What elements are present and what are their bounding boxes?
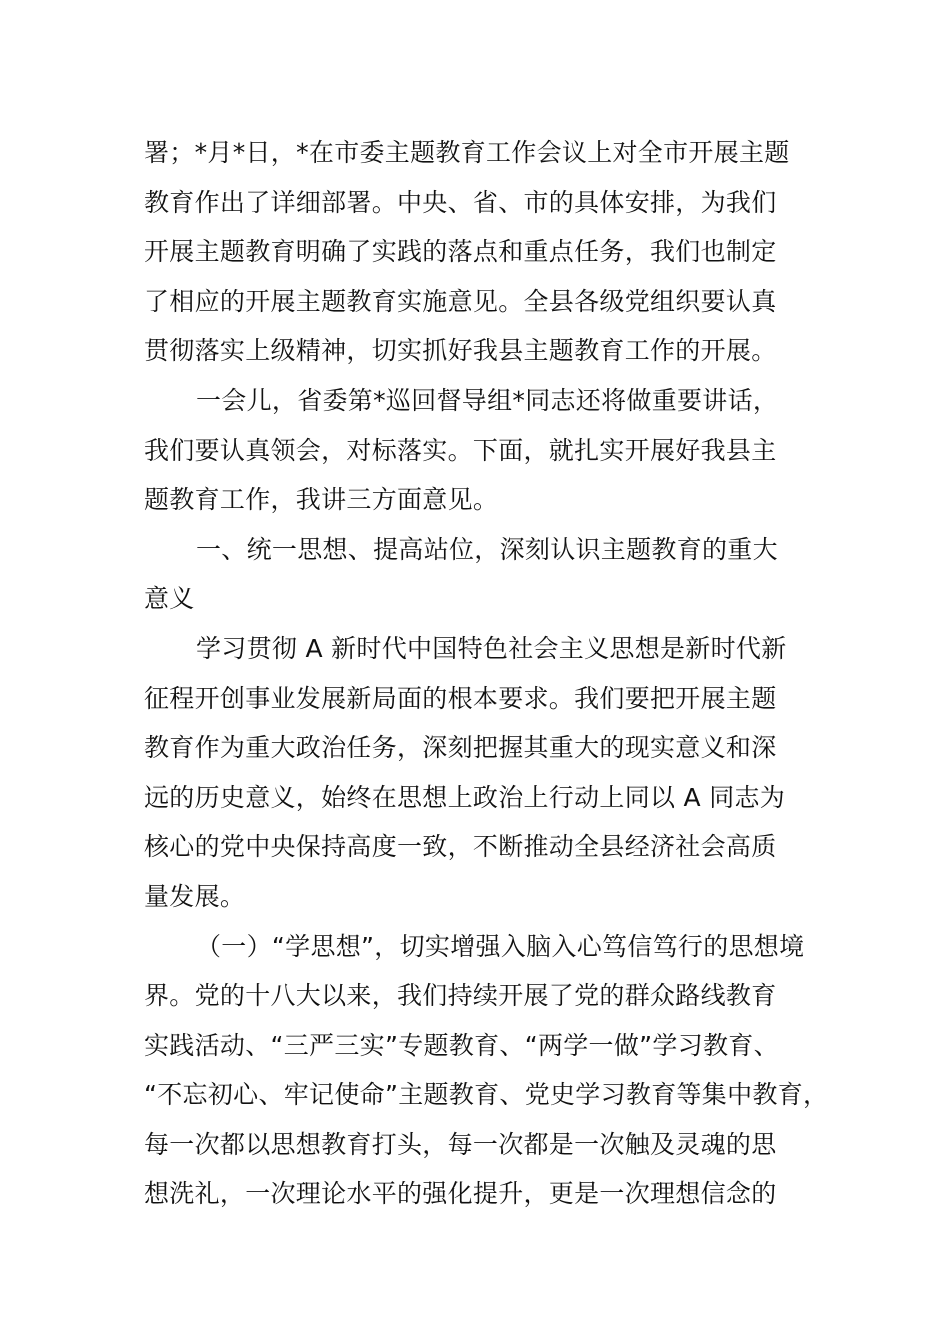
text-line: 我们要认真领会，对标落实。下面，就扎实开展好我县主 [144, 435, 777, 465]
text-line: 贯彻落实上级精神，切实抓好我县主题教育工作的开展。 [144, 336, 777, 366]
section-heading: 意义 [144, 584, 195, 614]
section-heading: 一、统一思想、提高站位，深刻认识主题教育的重大 [196, 534, 778, 564]
text-line: 征程开创事业发展新局面的根本要求。我们要把开展主题 [144, 683, 777, 713]
text-line: 核心的党中央保持高度一致，不断推动全县经济社会高质 [144, 832, 777, 862]
text-line: 学习贯彻 A 新时代中国特色社会主义思想是新时代新 [196, 633, 787, 663]
text-line: 实践活动、“三严三实”专题教育、“两学一做”学习教育、 [144, 1030, 779, 1060]
text-line: 一会儿，省委第*巡回督导组*同志还将做重要讲话， [196, 385, 779, 415]
text-line: 开展主题教育明确了实践的落点和重点任务，我们也制定 [144, 237, 777, 267]
text-line: 每一次都以思想教育打头，每一次都是一次触及灵魂的思 [144, 1129, 777, 1159]
text-line: “不忘初心、牢记使命”主题教育、党史学习教育等集中教育， [144, 1080, 829, 1110]
text-line: 署；*月*日，*在市委主题教育工作会议上对全市开展主题 [144, 138, 790, 167]
text-line: 量发展。 [144, 881, 246, 911]
subsection-heading: （一）“学思想”，切实增强入脑入心笃信笃行的思想境 [196, 931, 805, 961]
text-line: 界。党的十八大以来，我们持续开展了党的群众路线教育 [144, 981, 777, 1011]
text-line: 远的历史意义，始终在思想上政治上行动上同以 A 同志为 [144, 782, 786, 812]
text-line: 了相应的开展主题教育实施意见。全县各级党组织要认真 [144, 286, 777, 316]
text-line: 想洗礼，一次理论水平的强化提升，更是一次理想信念的 [144, 1179, 777, 1209]
document-body [144, 128, 829, 1219]
text-line: 题教育工作，我讲三方面意见。 [144, 485, 499, 515]
text-line: 教育作出了详细部署。中央、省、市的具体安排，为我们 [144, 187, 777, 217]
text-line: 教育作为重大政治任务，深刻把握其重大的现实意义和深 [144, 733, 777, 763]
